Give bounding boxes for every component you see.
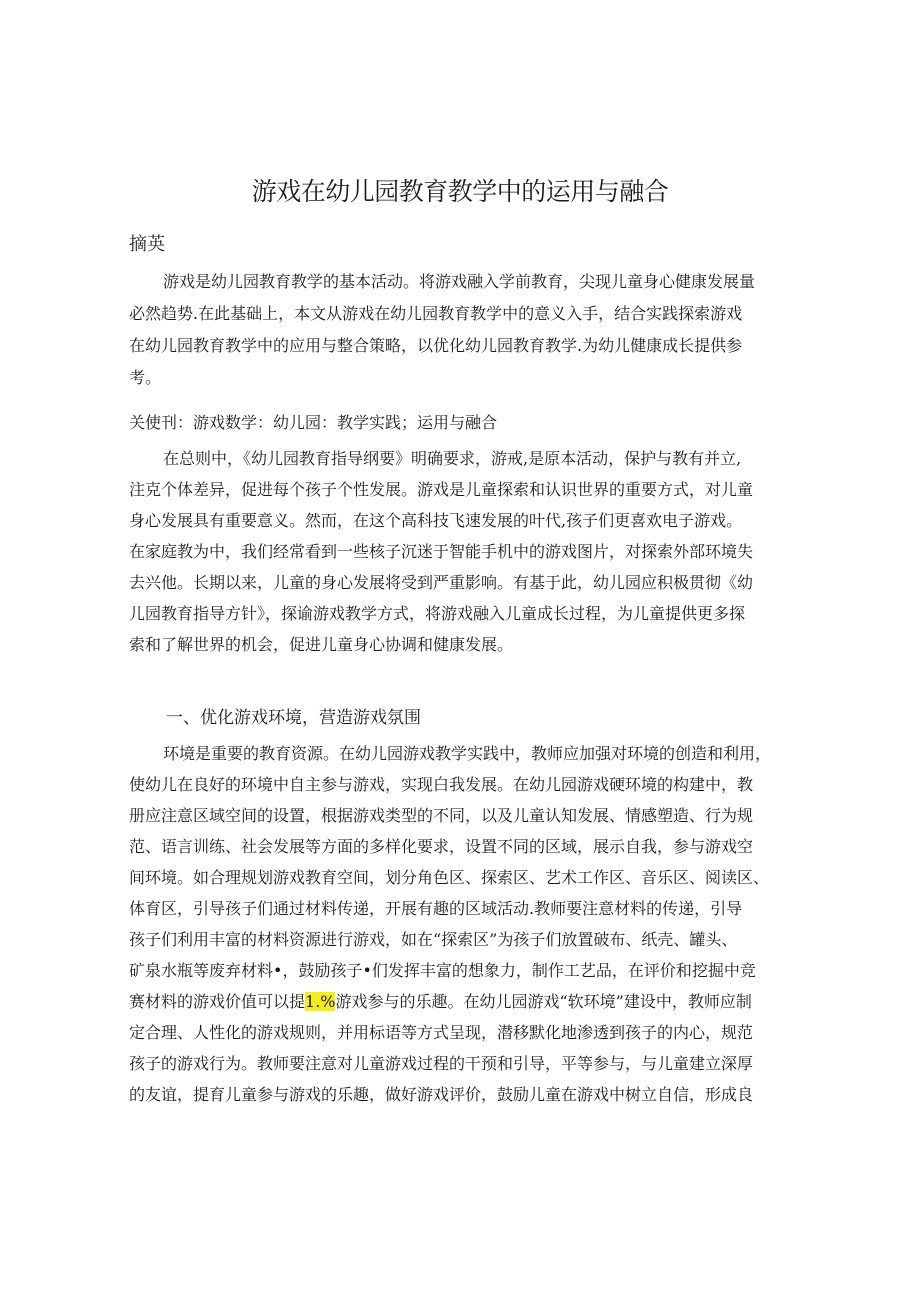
section-line: 矿泉水瓶等废弃材料•，鼓励孩子•们发挥丰富的想象力，制作工艺品，在评价和挖掘中竞 xyxy=(129,961,756,980)
intro-line: 索和了解世界的机会，促进儿童身心协调和健康发展。 xyxy=(129,635,514,654)
section-paragraph xyxy=(129,738,795,1110)
line-text-after: 游戏参与的乐趣。在幼儿园游戏“软环境”建设中，教师应制 xyxy=(335,992,752,1011)
section-line: 体育区，引导孩子们通过材料传递，开展有趣的区域活动.教师要注意材料的传递，引导 xyxy=(129,899,743,918)
section-line: 孩子们利用丰富的材料资源进行游戏，如在“探索区”为孩子们放置破布、纸壳、罐头、 xyxy=(129,930,738,949)
intro-line: 儿园教育指导方针》，探谕游戏教学方式，将游戏融入儿童成长过程，为儿童提供更多探 xyxy=(129,604,746,623)
abstract-line: 在幼儿园教育教学中的应用与整合策略，以优化幼儿园教育教学.为幼儿健康成长提供参 xyxy=(129,336,743,355)
section-line: 范、语言训练、社会发展等方面的多样化要求，设置不同的区域，展示自我，参与游戏空 xyxy=(129,837,754,856)
intro-line: 注克个体差异，促进每个孩子个性发展。游戏是儿童探索和认识世界的重要方式，对儿童 xyxy=(129,480,754,499)
section-line: 的友谊，提育儿童参与游戏的乐趣，做好游戏评价，鼓励儿童在游戏中树立自信，形成良 xyxy=(129,1085,754,1104)
document-title: 游戏在幼儿园教育教学中的运用与融合 xyxy=(251,177,669,206)
keywords-line xyxy=(129,407,795,439)
section-line: 使幼儿在良好的环境中自主参与游戏，实现白我发展。在幼儿园游戏硬环境的构建中，教 xyxy=(129,775,754,794)
intro-paragraph xyxy=(129,443,795,660)
intro-line: 去兴他。长期以来，儿童的身心发展将受到严重影响。有基于此，幼儿园应积极贯彻《幼 xyxy=(129,573,754,592)
section-line-highlighted xyxy=(129,986,795,1017)
abstract-heading: 摘英 xyxy=(129,234,165,255)
section-line: 间环境。如合理规划游戏教育空间，划分角色区、探索区、艺术工作区、音乐区、阅读区、 xyxy=(129,868,770,887)
highlighted-text: 1.% xyxy=(305,992,336,1011)
abstract-line: 考。 xyxy=(129,368,162,387)
section-line: 孩子的游戏行为。教师要注意对儿童游戏过程的干预和引导，平等参与，与儿童建立深厚 xyxy=(129,1054,754,1073)
section-heading: 一、优化游戏环境，营造游戏氛围 xyxy=(166,708,421,728)
section-line: 环境是重要的教育资源。在幼儿园游戏教学实践中，教师应加强对环境的创造和利用， xyxy=(163,744,772,763)
abstract-line: 游戏是幼儿园教育教学的基本活动。将游戏融入学前教育，尖现儿童身心健康发展量 xyxy=(163,272,756,291)
abstract-line: 必然趋势.在此基础上，本文从游戏在幼儿园教育教学中的意义入手，结合实践探索游戏 xyxy=(129,304,743,323)
line-text-before: 赛材料的游戏价值可以提 xyxy=(129,992,306,1011)
keywords-text: 关使刊：游戏数学：幼儿园：教学实践；运用与融合 xyxy=(129,413,498,432)
intro-line: 在家庭教为中，我们经常看到一些核子沉迷于智能手机中的游戏图片，对探索外部环境失 xyxy=(129,542,754,561)
intro-line: 在总则中，《幼儿园教育指导纲要》明确要求，游戒,是原本活动，保护与教有并立, xyxy=(163,449,742,468)
section-line: 定合理、人性化的游戏规则，并用标语等方式呈现，潜移默化地渗透到孩子的内心，规范 xyxy=(129,1023,754,1042)
abstract-paragraph xyxy=(129,266,795,394)
section-line: 册应注意区域空间的设置，根据游戏类型的不同，以及儿童认知发展、情感塑造、行为规 xyxy=(129,806,754,825)
intro-line: 身心发展具有重要意义。然而，在这个高科技飞速发展的叶代,孩子们更喜欢电子游戏。 xyxy=(129,511,743,530)
